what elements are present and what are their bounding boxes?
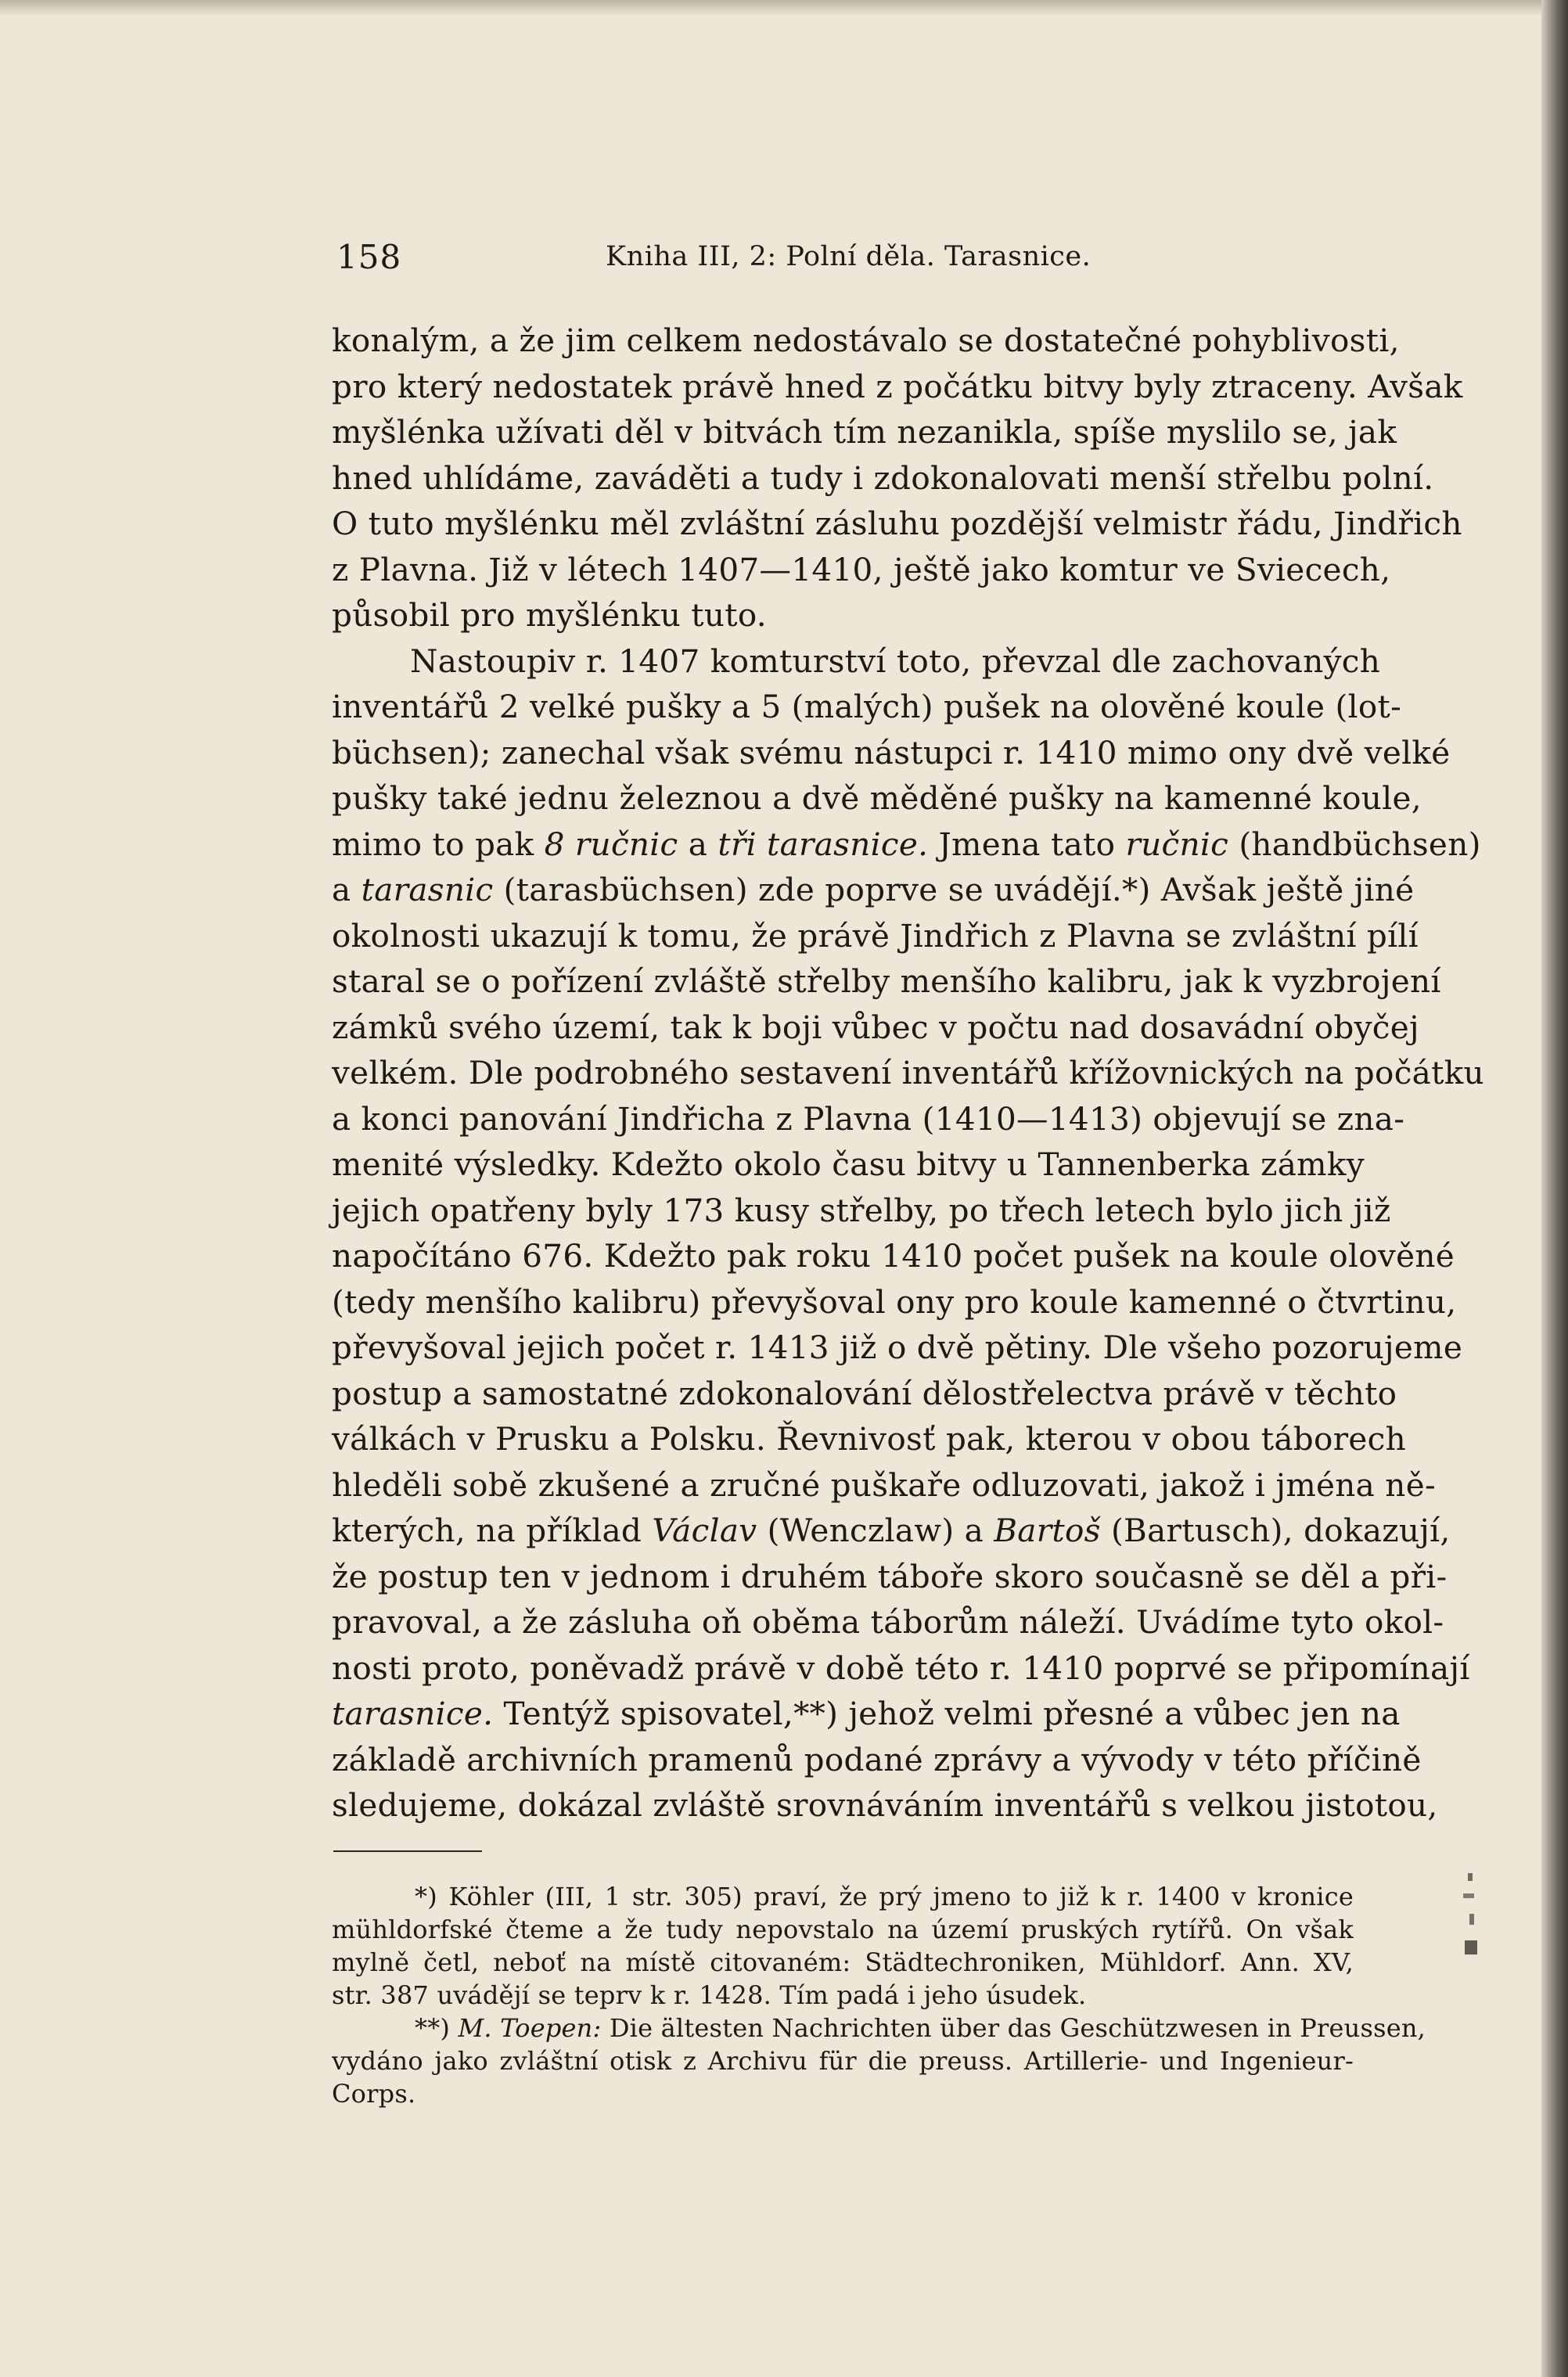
text-line: konalým, a že jim celkem nedostávalo se dostatečné pohyblivosti, <box>332 322 1400 359</box>
text-line: pro který nedostatek právě hned z počátku bitvy byly ztraceny. Avšak <box>332 367 1463 405</box>
italic-name: Bartoš <box>994 1512 1101 1549</box>
body-text <box>332 318 1484 1829</box>
italic-name: Václav <box>652 1512 757 1549</box>
scan-shadow-right <box>1541 0 1568 2377</box>
text-run: (handbüchsen) <box>1239 825 1481 863</box>
footnote-line: *) Köhler (III, 1 str. 305) praví, že prý jmeno to již k r. 1400 v kronice <box>415 1881 1354 1911</box>
footnote-line: vydáno jako zvláštní otisk z Archivu für die preuss. Artillerie- und Ingenieur- <box>332 2045 1354 2076</box>
page-header <box>332 227 1354 289</box>
text-line: pravoval, a že zásluha oň oběma táborům náleží. Uvádíme tyto okol- <box>332 1603 1444 1641</box>
text-line: pušky také jednu železnou a dvě měděné pušky na kamenné koule, <box>332 779 1422 817</box>
text-line: hned uhlídáme, zaváděti a tudy i zdokonalovati menší střelbu polní. <box>332 458 1434 497</box>
text-run: (Wenczlaw) a <box>767 1512 984 1549</box>
text-line: staral se o pořízení zvláště střelby menšího kalibru, jak k vyzbrojení <box>332 962 1441 1000</box>
text-line: převyšoval jejich počet r. 1413 již o dvě pětiny. Dle všeho pozorujeme <box>332 1329 1463 1366</box>
text-line: a konci panování Jindřicha z Plavna (1410—1413) objevují se zna- <box>332 1099 1405 1138</box>
text-line: sledujeme, dokázal zvláště srovnáváním inventářů s velkou jistotou, <box>332 1786 1438 1824</box>
text-line: hleděli sobě zkušené a zručné puškaře odluzovati, jakož i jména ně- <box>332 1465 1436 1504</box>
text-line: myšlénka užívati děl v bitvách tím nezanikla, spíše myslilo se, jak <box>332 413 1397 451</box>
text-line: okolnosti ukazují k tomu, že právě Jindřich z Plavna se zvláštní pílí <box>332 916 1419 955</box>
text-run: Tentýž spisovatel,**) jehož velmi přesné a vůbec jen na <box>503 1695 1401 1732</box>
text-line: postup a samostatné zdokonalování dělostřelectva právě v těchto <box>332 1374 1397 1412</box>
text-run: (tarasbüchsen) zde poprve se uvádějí.*) Avšak ještě jiné <box>503 871 1415 908</box>
footnotes <box>332 1880 1426 2110</box>
text-run: a <box>332 871 351 908</box>
italic-term: tři tarasnice. <box>717 825 929 863</box>
text-line: základě archivních pramenů podané zprávy a vývody v této příčině <box>332 1740 1422 1778</box>
footnote-line: mühldorfské čteme a že tudy nepovstalo na území pruských rytířů. On však <box>332 1914 1354 1944</box>
italic-term: tarasnice. <box>332 1695 494 1732</box>
scan-shadow-top <box>0 0 1568 16</box>
text-run: a <box>688 825 708 863</box>
italic-term: 8 ručnic <box>544 825 678 863</box>
text-run: Die ältesten Nachrichten über das Geschützwesen in Preussen, <box>609 2012 1426 2043</box>
text-line: velkém. Dle podrobného sestavení inventářů křížovnických na počátku <box>332 1054 1484 1091</box>
text-line: působil pro myšlénku tuto. <box>332 596 767 634</box>
text-line: zámků svého území, tak k boji vůbec v počtu nad dosavádní obyčej <box>332 1008 1419 1046</box>
library-stamp-mark <box>1457 1870 1488 1972</box>
text-line: menité výsledky. Kdežto okolo času bitvy u Tannenberka zámky <box>332 1145 1365 1183</box>
footnote-line: str. 387 uvádějí se teprv k r. 1428. Tím padá i jeho úsudek. <box>332 1980 1087 2010</box>
text-line: napočítáno 676. Kdežto pak roku 1410 počet pušek na koule olověné <box>332 1237 1455 1275</box>
footnote-line: mylně četl, neboť na místě citovaném: Städtechroniken, Mühldorf. Ann. XV, <box>332 1947 1354 1977</box>
text-run: Jmena tato <box>938 825 1116 863</box>
footnote-line: Corps. <box>332 2078 416 2109</box>
book-page <box>332 227 1484 2110</box>
text-line <box>332 822 1481 868</box>
text-line: nosti proto, poněvadž právě v době této r. 1410 poprvé se připomínají <box>332 1649 1470 1687</box>
running-head: Kniha III, 2: Polní děla. Tarasnice. <box>606 241 1091 272</box>
text-line: O tuto myšlénku měl zvláštní zásluhu pozdější velmistr řádu, Jindřich <box>332 505 1462 542</box>
text-line: válkách v Prusku a Polsku. Řevnivosť pak, kterou v obou táborech <box>332 1420 1407 1458</box>
text-line: jejich opatřeny byly 173 kusy střelby, po třech letech bylo jich již <box>332 1191 1391 1229</box>
text-line <box>332 1691 1401 1737</box>
text-line: (tedy menšího kalibru) převyšoval ony pro koule kamenné o čtvrtinu, <box>332 1282 1457 1321</box>
text-line <box>332 867 1415 913</box>
footnote-divider <box>333 1850 482 1852</box>
text-line: z Plavna. Již v létech 1407—1410, ještě jako komtur ve Sviecech, <box>332 550 1391 588</box>
italic-term: tarasnic <box>361 871 494 908</box>
text-line: že postup ten v jednom i druhém táboře skoro současně se děl a při- <box>332 1557 1448 1595</box>
text-line: büchsen); zanechal však svému nástupci r. 1410 mimo ony dvě velké <box>332 733 1451 771</box>
italic-term: ručnic <box>1125 825 1229 863</box>
footnote-marker: **) <box>415 2012 451 2043</box>
italic-author: M. Toepen: <box>458 2012 602 2043</box>
text-run: mimo to pak <box>332 825 534 863</box>
text-line: Nastoupiv r. 1407 komturství toto, převzal dle zachovaných <box>410 642 1381 680</box>
text-line <box>332 1508 1451 1554</box>
footnote-line <box>332 2012 1426 2044</box>
text-line: inventářů 2 velké pušky a 5 (malých) pušek na olověné koule (lot- <box>332 688 1402 725</box>
page-number: 158 <box>336 238 402 276</box>
text-run: (Bartusch), dokazují, <box>1110 1512 1451 1549</box>
text-run: kterých, na příklad <box>332 1512 642 1549</box>
